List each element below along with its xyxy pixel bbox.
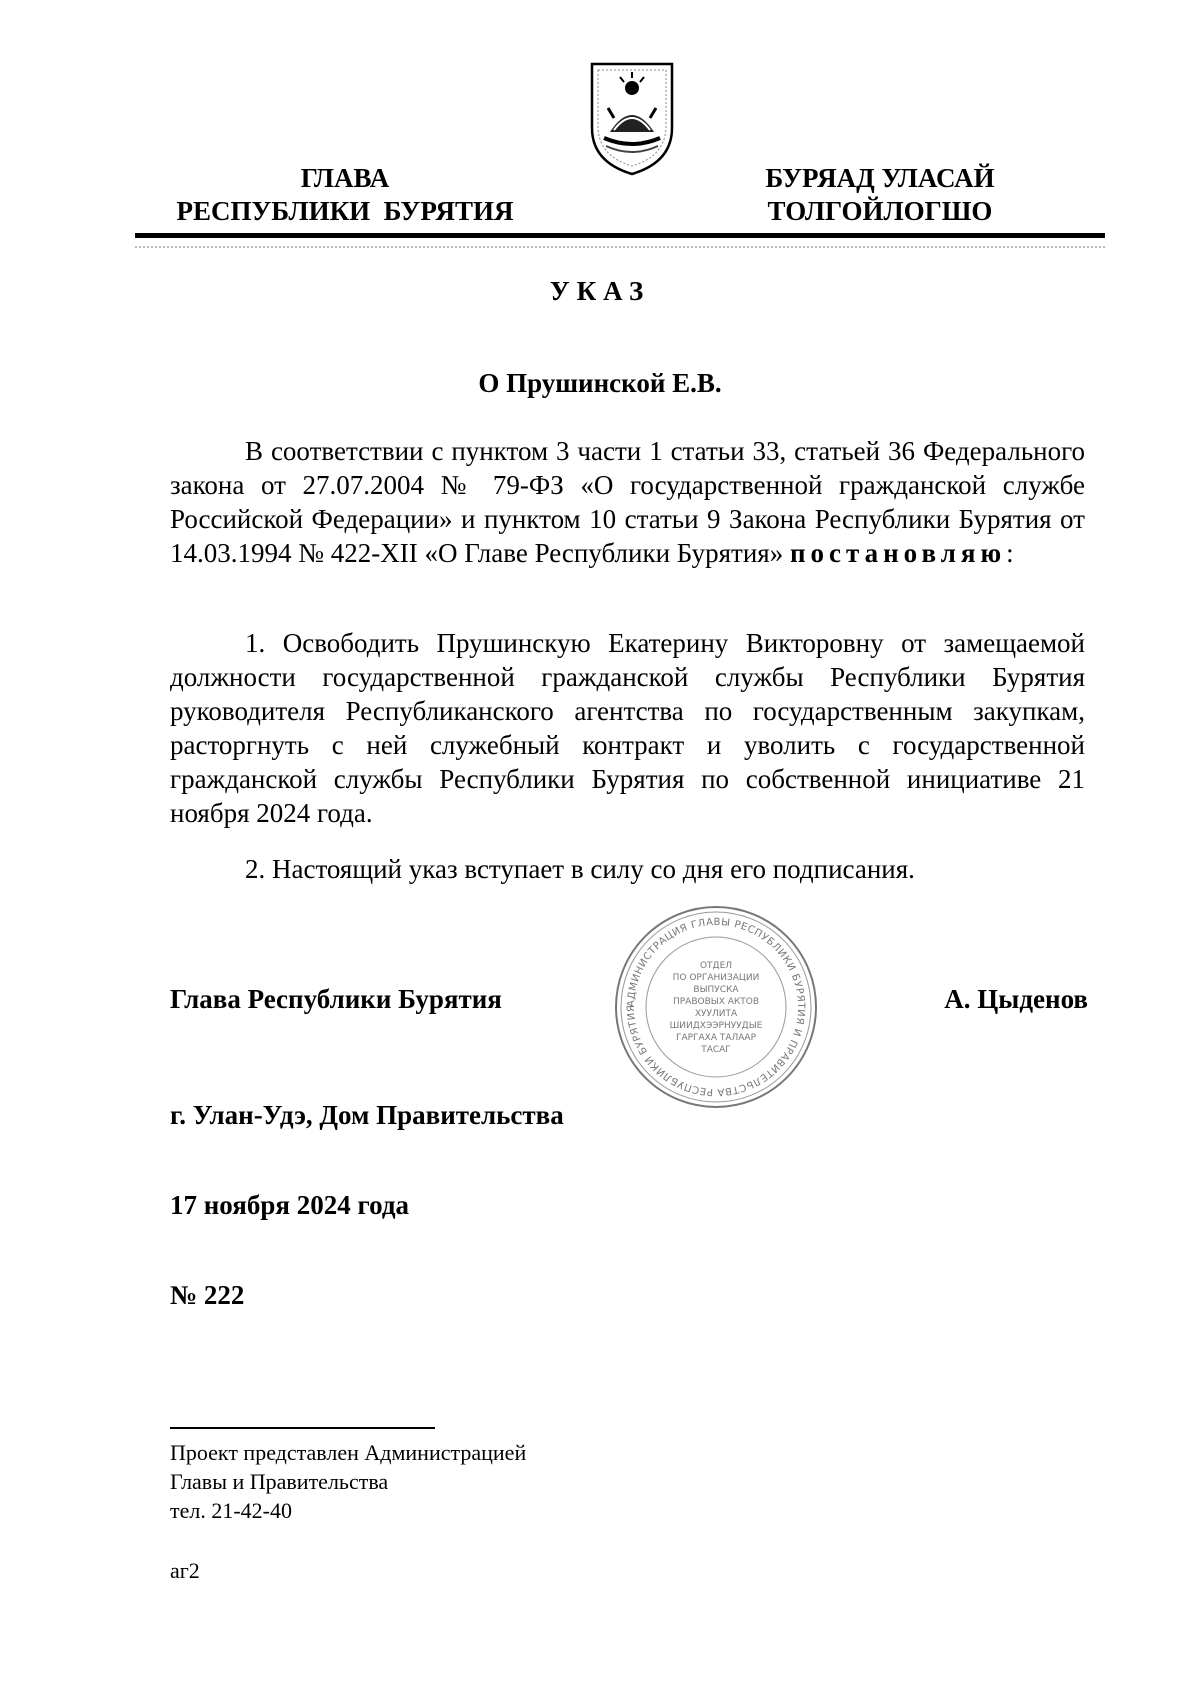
seal-center-line: ОТДЕЛ: [699, 961, 733, 971]
seal-center-line: ХУУЛИТА: [694, 1009, 738, 1019]
footnote-line1: Проект представлен Администрацией: [170, 1440, 527, 1465]
header-left-line2: РЕСПУБЛИКИ БУРЯТИЯ: [176, 196, 514, 226]
header-left: [150, 162, 540, 228]
document-subject: О Прушинской Е.В.: [478, 368, 722, 398]
footnote-line3: тел. 21-42-40: [170, 1498, 293, 1523]
footnote-divider: [170, 1427, 435, 1429]
decree-number: № 222: [170, 1280, 245, 1310]
preamble-text: В соответствии с пунктом 3 части 1 статьи 33, статьей 36 Федерального закона от 27.07.2004 № 79-ФЗ «О государственной гражданской службе Российской Федерации» и пунктом 10 статьи 9 Закона Республики Бурятия от 14.03.1994 № 422-XII «О Главе Республики Бурятия»: [170, 436, 1085, 568]
seal-center-line: ВЫПУСКА: [693, 985, 739, 995]
coat-of-arms-icon: [584, 58, 680, 178]
signing-date: 17 ноября 2024 года: [170, 1190, 409, 1220]
official-stamp: [611, 902, 821, 1112]
seal-center-line: ШИИДХЭЭРНУУДЫЕ: [669, 1021, 763, 1031]
footnote: [170, 1438, 526, 1525]
header-divider: [135, 233, 1105, 238]
header-dotted-divider: [135, 246, 1105, 248]
document-title: УКАЗ: [549, 276, 651, 306]
item-2: 2. Настоящий указ вступает в силу со дня его подписания.: [245, 854, 915, 884]
header-left-line1: ГЛАВА: [300, 163, 390, 193]
seal-center-line: ПРАВОВЫХ АКТОВ: [672, 997, 760, 1007]
document-code: аг2: [170, 1558, 200, 1583]
header-right-line2: ТОЛГОЙЛОГШО: [767, 196, 993, 226]
seal-center-line: ПО ОРГАНИЗАЦИИ: [672, 973, 760, 983]
header-right-line1: БУРЯАД УЛАСАЙ: [765, 163, 995, 193]
decree-word: постановляю: [789, 538, 1007, 568]
seal-center-line: ТАСАГ: [701, 1045, 731, 1055]
decree-colon: :: [1006, 538, 1014, 568]
signature-title: Глава Республики Бурятия: [170, 984, 502, 1014]
seal-center-line: ГАРГАХА ТАЛААР: [675, 1033, 757, 1043]
signature-name: А. Цыденов: [944, 984, 1088, 1014]
header-right: [720, 162, 1040, 228]
preamble-paragraph: [170, 434, 1085, 570]
footnote-line2: Главы и Правительства: [170, 1469, 389, 1494]
seal-ring-text: АДМИНИСТРАЦИЯ ГЛАВЫ РЕСПУБЛИКИ БУРЯТИЯ И ПРАВИТЕЛЬСТВА РЕСПУБЛИКИ БУРЯТИЯ: [625, 916, 807, 1098]
signing-place: г. Улан-Удэ, Дом Правительства: [170, 1100, 564, 1130]
item-1: 1. Освободить Прушинскую Екатерину Викторовну от замещаемой должности государственной гражданской службы Республики Бурятия руководителя Республиканского агентства по государственным закупкам, расторгнуть с ней служебный контракт и уволить с государственной гражданской службы Республики Бурятия по собственной инициативе 21 ноября 2024 года.: [170, 628, 1085, 828]
